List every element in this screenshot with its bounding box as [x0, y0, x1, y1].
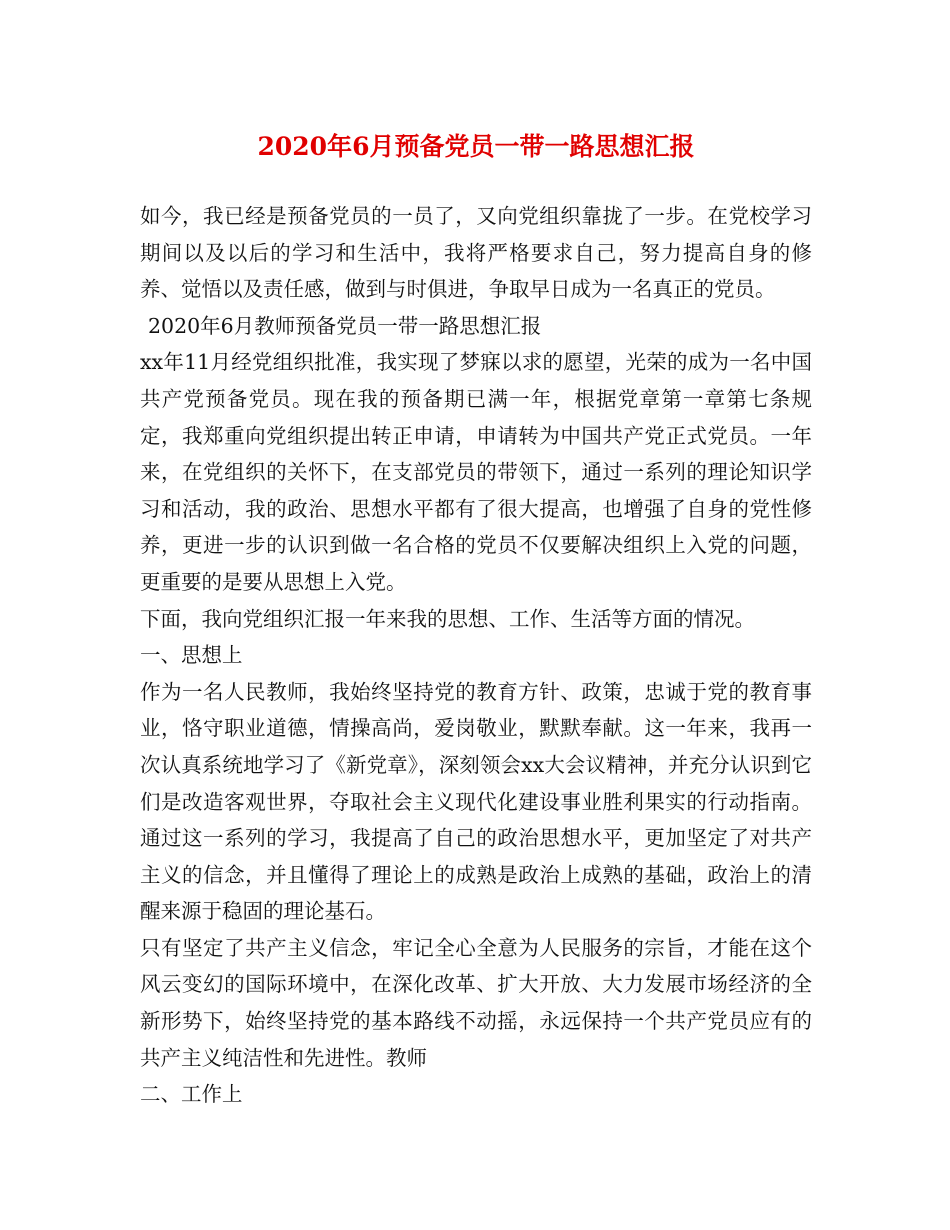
document-title: 2020年6月预备党员一带一路思想汇报 [257, 132, 695, 161]
paragraph-report-intro: 下面，我向党组织汇报一年来我的思想、工作、生活等方面的情况。 [140, 606, 755, 631]
paragraph-application: xx年11月经党组织批准，我实现了梦寐以求的愿望，光荣的成为一名中国共产党预备党员。现在我的预备期已满一年，根据党章第一章第七条规定，我郑重向党组织提出转正申请，申请转为中国共产党正式党员。一年来，在党组织的关怀下，在支部党员的带领下，通过一系列的理论知识学习和活动，我的政治、思想水平都有了很大提高，也增强了自身的党性修养，更进一步的认识到做一名合格的党员不仅要解决组织上入党的问题，更重要的是要从思想上入党。 [140, 350, 812, 594]
paragraph-intro: 如今，我已经是预备党员的一员了，又向党组织靠拢了一步。在党校学习期间以及以后的学习和生活中，我将严格要求自己，努力提高自身的修养、觉悟以及责任感，做到与时俱进，争取早日成为一名真正的党员。 [140, 204, 812, 302]
paragraph-thought: 作为一名人民教师，我始终坚持党的教育方针、政策，忠诚于党的教育事业，恪守职业道德，情操高尚，爱岗敬业，默默奉献。这一年来，我再一次认真系统地学习了《新党章》，深刻领会xx大会议精神，并充分认识到它们是改造客观世界，夺取社会主义现代化建设事业胜利果实的行动指南。通过这一系列的学习，我提高了自己的政治思想水平，更加坚定了对共产主义的信念，并且懂得了理论上的成熟是政治上成熟的基础，政治上的清醒来源于稳固的理论基石。 [140, 679, 812, 924]
section-heading-work: 二、工作上 [140, 1082, 243, 1107]
document-body [140, 198, 812, 1113]
paragraph-subtitle: 2020年6月教师预备党员一带一路思想汇报 [148, 313, 542, 338]
section-heading-thought: 一、思想上 [140, 643, 243, 668]
paragraph-belief: 只有坚定了共产主义信念，牢记全心全意为人民服务的宗旨，才能在这个风云变幻的国际环境中，在深化改革、扩大开放、大力发展市场经济的全新形势下，始终坚持党的基本路线不动摇，永远保持一个共产党员应有的共产主义纯洁性和先进性。教师 [140, 935, 812, 1070]
